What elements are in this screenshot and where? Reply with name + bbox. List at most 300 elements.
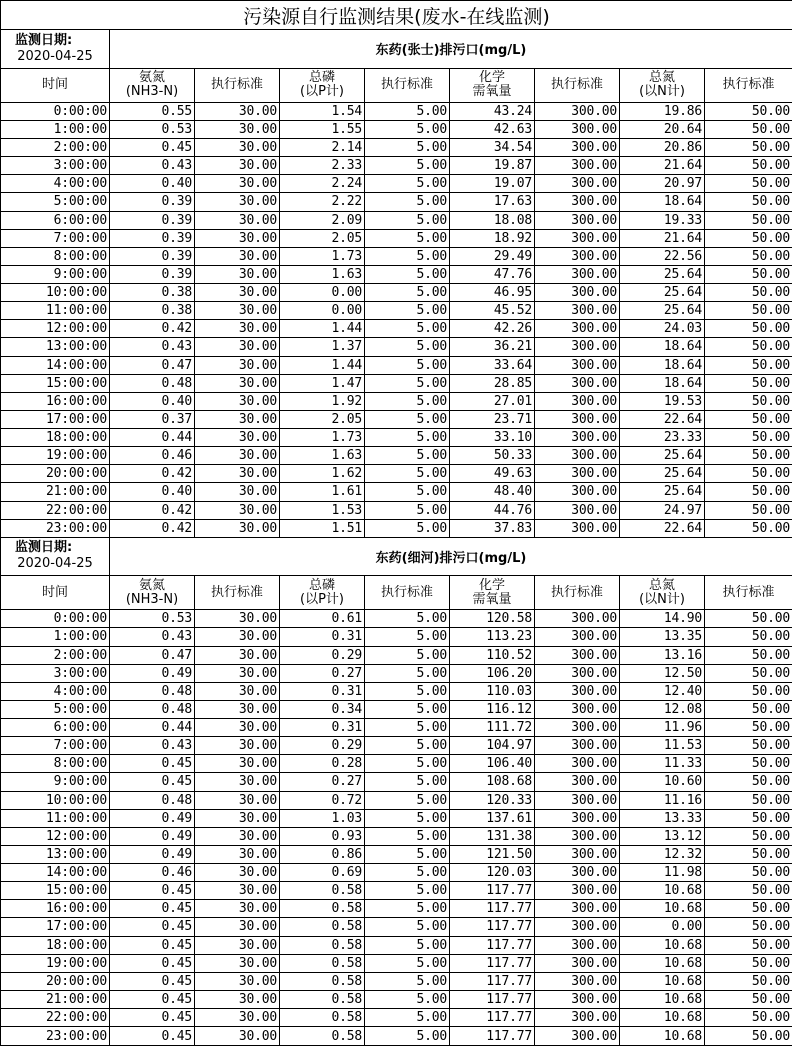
value-cell: 19.86 (620, 102, 705, 120)
value-cell: 30.00 (195, 519, 280, 537)
value-cell: 24.03 (620, 320, 705, 338)
time-cell: 16:00:00 (1, 900, 110, 918)
value-cell: 0.39 (110, 247, 195, 265)
value-cell: 5.00 (365, 501, 450, 519)
value-cell: 0.42 (110, 465, 195, 483)
value-cell: 21.64 (620, 229, 705, 247)
value-cell: 50.00 (705, 175, 792, 193)
value-cell: 300.00 (535, 827, 620, 845)
value-cell: 0.45 (110, 918, 195, 936)
value-cell: 0.48 (110, 791, 195, 809)
value-cell: 5.00 (365, 646, 450, 664)
table-row (1, 737, 792, 755)
value-cell: 10.68 (620, 936, 705, 954)
value-cell: 117.77 (450, 972, 535, 990)
value-cell: 30.00 (195, 338, 280, 356)
value-cell: 5.00 (365, 1009, 450, 1027)
value-cell: 1.51 (280, 519, 365, 537)
value-cell: 10.68 (620, 900, 705, 918)
phosphorus-header: 总磷 (以P计) (280, 68, 365, 102)
value-cell: 0.58 (280, 882, 365, 900)
time-cell: 12:00:00 (1, 320, 110, 338)
value-cell: 5.00 (365, 1027, 450, 1046)
value-cell: 50.00 (705, 284, 792, 302)
value-cell: 30.00 (195, 773, 280, 791)
value-cell: 50.00 (705, 664, 792, 682)
value-cell: 1.54 (280, 102, 365, 120)
value-cell: 50.00 (705, 429, 792, 447)
section-header-row (1, 537, 792, 575)
value-cell: 300.00 (535, 882, 620, 900)
table-row (1, 356, 792, 374)
value-cell: 0.38 (110, 284, 195, 302)
time-cell: 19:00:00 (1, 954, 110, 972)
table-row (1, 193, 792, 211)
time-cell: 1:00:00 (1, 120, 110, 138)
value-cell: 50.00 (705, 1009, 792, 1027)
value-cell: 30.00 (195, 646, 280, 664)
value-cell: 110.03 (450, 682, 535, 700)
table-row (1, 719, 792, 737)
value-cell: 5.00 (365, 320, 450, 338)
value-cell: 5.00 (365, 773, 450, 791)
value-cell: 0.45 (110, 139, 195, 157)
time-cell: 16:00:00 (1, 392, 110, 410)
value-cell: 50.00 (705, 102, 792, 120)
table-row (1, 501, 792, 519)
value-cell: 5.00 (365, 392, 450, 410)
table-row (1, 918, 792, 936)
value-cell: 300.00 (535, 845, 620, 863)
table-row (1, 900, 792, 918)
value-cell: 50.00 (705, 682, 792, 700)
value-cell: 30.00 (195, 284, 280, 302)
value-cell: 5.00 (365, 628, 450, 646)
value-cell: 14.90 (620, 610, 705, 628)
phosphorus-header: 总磷 (以P计) (280, 576, 365, 610)
value-cell: 0.43 (110, 157, 195, 175)
time-cell: 12:00:00 (1, 827, 110, 845)
time-cell: 3:00:00 (1, 664, 110, 682)
value-cell: 0.48 (110, 374, 195, 392)
value-cell: 0.53 (110, 610, 195, 628)
value-cell: 300.00 (535, 954, 620, 972)
value-cell: 45.52 (450, 302, 535, 320)
value-cell: 50.00 (705, 646, 792, 664)
time-cell: 9:00:00 (1, 265, 110, 283)
outlet-name: 东药(张士)排污口(mg/L) (110, 30, 792, 68)
value-cell: 30.00 (195, 1027, 280, 1046)
value-cell: 50.00 (705, 936, 792, 954)
value-cell: 106.20 (450, 664, 535, 682)
value-cell: 300.00 (535, 646, 620, 664)
value-cell: 0.69 (280, 864, 365, 882)
value-cell: 1.44 (280, 356, 365, 374)
value-cell: 0.31 (280, 682, 365, 700)
value-cell: 30.00 (195, 936, 280, 954)
time-cell: 18:00:00 (1, 429, 110, 447)
value-cell: 5.00 (365, 990, 450, 1008)
value-cell: 2.05 (280, 410, 365, 428)
value-cell: 0.00 (280, 284, 365, 302)
value-cell: 300.00 (535, 864, 620, 882)
value-cell: 1.47 (280, 374, 365, 392)
value-cell: 30.00 (195, 102, 280, 120)
value-cell: 23.71 (450, 410, 535, 428)
value-cell: 43.24 (450, 102, 535, 120)
value-cell: 117.77 (450, 918, 535, 936)
value-cell: 30.00 (195, 682, 280, 700)
value-cell: 0.58 (280, 936, 365, 954)
value-cell: 47.76 (450, 265, 535, 283)
value-cell: 0.49 (110, 827, 195, 845)
value-cell: 10.68 (620, 990, 705, 1008)
value-cell: 12.50 (620, 664, 705, 682)
value-cell: 5.00 (365, 211, 450, 229)
value-cell: 50.00 (705, 737, 792, 755)
time-cell: 20:00:00 (1, 972, 110, 990)
table-row (1, 700, 792, 718)
time-cell: 17:00:00 (1, 410, 110, 428)
standard-header: 执行标准 (195, 68, 280, 102)
value-cell: 113.23 (450, 628, 535, 646)
value-cell: 13.12 (620, 827, 705, 845)
value-cell: 30.00 (195, 1009, 280, 1027)
value-cell: 5.00 (365, 791, 450, 809)
table-row (1, 664, 792, 682)
value-cell: 50.00 (705, 519, 792, 537)
table-row (1, 610, 792, 628)
value-cell: 50.00 (705, 265, 792, 283)
table-row (1, 120, 792, 138)
value-cell: 50.00 (705, 392, 792, 410)
table-row (1, 392, 792, 410)
value-cell: 21.64 (620, 157, 705, 175)
time-cell: 18:00:00 (1, 936, 110, 954)
standard-header: 执行标准 (705, 576, 792, 610)
value-cell: 0.93 (280, 827, 365, 845)
value-cell: 0.38 (110, 302, 195, 320)
value-cell: 0.39 (110, 265, 195, 283)
value-cell: 300.00 (535, 755, 620, 773)
table-row (1, 320, 792, 338)
value-cell: 13.35 (620, 628, 705, 646)
value-cell: 300.00 (535, 791, 620, 809)
time-cell: 8:00:00 (1, 755, 110, 773)
value-cell: 0.43 (110, 737, 195, 755)
value-cell: 50.00 (705, 374, 792, 392)
value-cell: 117.77 (450, 990, 535, 1008)
value-cell: 104.97 (450, 737, 535, 755)
time-cell: 4:00:00 (1, 175, 110, 193)
value-cell: 0.49 (110, 809, 195, 827)
value-cell: 300.00 (535, 102, 620, 120)
table-row (1, 265, 792, 283)
value-cell: 300.00 (535, 429, 620, 447)
time-cell: 20:00:00 (1, 465, 110, 483)
value-cell: 30.00 (195, 845, 280, 863)
table-row (1, 755, 792, 773)
value-cell: 25.64 (620, 302, 705, 320)
value-cell: 0.47 (110, 356, 195, 374)
value-cell: 1.73 (280, 429, 365, 447)
value-cell: 5.00 (365, 265, 450, 283)
value-cell: 300.00 (535, 900, 620, 918)
value-cell: 5.00 (365, 882, 450, 900)
value-cell: 0.43 (110, 338, 195, 356)
value-cell: 300.00 (535, 936, 620, 954)
value-cell: 120.03 (450, 864, 535, 882)
value-cell: 5.00 (365, 139, 450, 157)
value-cell: 300.00 (535, 284, 620, 302)
value-cell: 11.96 (620, 719, 705, 737)
value-cell: 2.33 (280, 157, 365, 175)
column-header-row (1, 68, 792, 102)
table-row (1, 139, 792, 157)
value-cell: 117.77 (450, 936, 535, 954)
value-cell: 0.42 (110, 501, 195, 519)
value-cell: 30.00 (195, 465, 280, 483)
value-cell: 5.00 (365, 102, 450, 120)
value-cell: 5.00 (365, 356, 450, 374)
value-cell: 120.33 (450, 791, 535, 809)
value-cell: 36.21 (450, 338, 535, 356)
value-cell: 1.55 (280, 120, 365, 138)
value-cell: 0.42 (110, 320, 195, 338)
value-cell: 300.00 (535, 719, 620, 737)
value-cell: 23.33 (620, 429, 705, 447)
table-row (1, 682, 792, 700)
value-cell: 2.14 (280, 139, 365, 157)
time-cell: 7:00:00 (1, 229, 110, 247)
value-cell: 0.58 (280, 972, 365, 990)
value-cell: 300.00 (535, 610, 620, 628)
value-cell: 121.50 (450, 845, 535, 863)
value-cell: 19.07 (450, 175, 535, 193)
value-cell: 20.97 (620, 175, 705, 193)
value-cell: 34.54 (450, 139, 535, 157)
value-cell: 30.00 (195, 700, 280, 718)
time-cell: 21:00:00 (1, 483, 110, 501)
value-cell: 300.00 (535, 211, 620, 229)
value-cell: 5.00 (365, 845, 450, 863)
value-cell: 50.00 (705, 809, 792, 827)
value-cell: 0.40 (110, 175, 195, 193)
value-cell: 30.00 (195, 791, 280, 809)
time-header: 时间 (1, 576, 110, 610)
value-cell: 0.45 (110, 936, 195, 954)
value-cell: 131.38 (450, 827, 535, 845)
value-cell: 11.33 (620, 755, 705, 773)
value-cell: 18.64 (620, 193, 705, 211)
time-cell: 10:00:00 (1, 791, 110, 809)
value-cell: 33.10 (450, 429, 535, 447)
table-row (1, 465, 792, 483)
time-cell: 15:00:00 (1, 374, 110, 392)
value-cell: 5.00 (365, 737, 450, 755)
value-cell: 0.45 (110, 972, 195, 990)
value-cell: 22.56 (620, 247, 705, 265)
value-cell: 0.61 (280, 610, 365, 628)
value-cell: 12.40 (620, 682, 705, 700)
value-cell: 0.45 (110, 755, 195, 773)
value-cell: 30.00 (195, 809, 280, 827)
value-cell: 50.00 (705, 900, 792, 918)
table-row (1, 284, 792, 302)
value-cell: 0.45 (110, 1009, 195, 1027)
value-cell: 25.64 (620, 284, 705, 302)
value-cell: 30.00 (195, 410, 280, 428)
time-cell: 4:00:00 (1, 682, 110, 700)
value-cell: 2.05 (280, 229, 365, 247)
date-value: 2020-04-25 (17, 48, 93, 64)
value-cell: 0.31 (280, 628, 365, 646)
value-cell: 19.53 (620, 392, 705, 410)
value-cell: 108.68 (450, 773, 535, 791)
value-cell: 2.09 (280, 211, 365, 229)
value-cell: 30.00 (195, 864, 280, 882)
value-cell: 50.00 (705, 120, 792, 138)
value-cell: 30.00 (195, 664, 280, 682)
value-cell: 300.00 (535, 972, 620, 990)
value-cell: 0.58 (280, 954, 365, 972)
value-cell: 0.43 (110, 628, 195, 646)
value-cell: 0.39 (110, 211, 195, 229)
time-cell: 22:00:00 (1, 1009, 110, 1027)
standard-header: 执行标准 (195, 576, 280, 610)
value-cell: 0.00 (280, 302, 365, 320)
value-cell: 19.33 (620, 211, 705, 229)
value-cell: 12.08 (620, 700, 705, 718)
value-cell: 0.49 (110, 845, 195, 863)
value-cell: 30.00 (195, 193, 280, 211)
value-cell: 28.85 (450, 374, 535, 392)
value-cell: 30.00 (195, 483, 280, 501)
value-cell: 1.63 (280, 447, 365, 465)
value-cell: 2.24 (280, 175, 365, 193)
value-cell: 30.00 (195, 628, 280, 646)
value-cell: 0.45 (110, 954, 195, 972)
value-cell: 44.76 (450, 501, 535, 519)
value-cell: 1.63 (280, 265, 365, 283)
value-cell: 17.63 (450, 193, 535, 211)
value-cell: 50.00 (705, 211, 792, 229)
time-cell: 0:00:00 (1, 610, 110, 628)
cod-header: 化学 需氧量 (450, 68, 535, 102)
value-cell: 0.45 (110, 990, 195, 1008)
time-cell: 7:00:00 (1, 737, 110, 755)
time-cell: 6:00:00 (1, 211, 110, 229)
table-row (1, 429, 792, 447)
table-row (1, 447, 792, 465)
value-cell: 0.46 (110, 447, 195, 465)
value-cell: 0.45 (110, 900, 195, 918)
value-cell: 300.00 (535, 519, 620, 537)
value-cell: 0.58 (280, 990, 365, 1008)
table-row (1, 773, 792, 791)
value-cell: 50.00 (705, 229, 792, 247)
outlet-name: 东药(细河)排污口(mg/L) (110, 537, 792, 575)
value-cell: 116.12 (450, 700, 535, 718)
value-cell: 18.64 (620, 356, 705, 374)
value-cell: 5.00 (365, 175, 450, 193)
value-cell: 1.62 (280, 465, 365, 483)
value-cell: 300.00 (535, 302, 620, 320)
value-cell: 5.00 (365, 429, 450, 447)
time-cell: 23:00:00 (1, 519, 110, 537)
value-cell: 50.00 (705, 302, 792, 320)
value-cell: 5.00 (365, 700, 450, 718)
value-cell: 5.00 (365, 447, 450, 465)
time-cell: 5:00:00 (1, 700, 110, 718)
time-cell: 0:00:00 (1, 102, 110, 120)
value-cell: 10.68 (620, 882, 705, 900)
value-cell: 5.00 (365, 120, 450, 138)
value-cell: 12.32 (620, 845, 705, 863)
value-cell: 50.00 (705, 845, 792, 863)
value-cell: 30.00 (195, 229, 280, 247)
value-cell: 50.00 (705, 990, 792, 1008)
value-cell: 1.73 (280, 247, 365, 265)
time-cell: 13:00:00 (1, 338, 110, 356)
value-cell: 5.00 (365, 284, 450, 302)
value-cell: 300.00 (535, 193, 620, 211)
time-cell: 1:00:00 (1, 628, 110, 646)
table-row (1, 229, 792, 247)
value-cell: 50.00 (705, 338, 792, 356)
table-row (1, 954, 792, 972)
date-label: 监测日期: (15, 32, 73, 48)
value-cell: 300.00 (535, 374, 620, 392)
value-cell: 0.45 (110, 773, 195, 791)
value-cell: 0.40 (110, 392, 195, 410)
value-cell: 0.86 (280, 845, 365, 863)
value-cell: 11.98 (620, 864, 705, 882)
value-cell: 0.55 (110, 102, 195, 120)
value-cell: 0.28 (280, 755, 365, 773)
value-cell: 30.00 (195, 882, 280, 900)
value-cell: 300.00 (535, 338, 620, 356)
value-cell: 42.63 (450, 120, 535, 138)
value-cell: 0.58 (280, 1009, 365, 1027)
value-cell: 117.77 (450, 1009, 535, 1027)
value-cell: 20.64 (620, 120, 705, 138)
value-cell: 27.01 (450, 392, 535, 410)
table-row (1, 519, 792, 537)
value-cell: 1.44 (280, 320, 365, 338)
value-cell: 24.97 (620, 501, 705, 519)
value-cell: 50.00 (705, 628, 792, 646)
value-cell: 300.00 (535, 175, 620, 193)
value-cell: 0.34 (280, 700, 365, 718)
value-cell: 0.42 (110, 519, 195, 537)
time-cell: 14:00:00 (1, 864, 110, 882)
value-cell: 13.16 (620, 646, 705, 664)
value-cell: 0.48 (110, 700, 195, 718)
value-cell: 5.00 (365, 936, 450, 954)
value-cell: 33.64 (450, 356, 535, 374)
value-cell: 18.08 (450, 211, 535, 229)
table-row (1, 864, 792, 882)
time-cell: 11:00:00 (1, 809, 110, 827)
value-cell: 30.00 (195, 374, 280, 392)
value-cell: 22.64 (620, 519, 705, 537)
table-row (1, 972, 792, 990)
value-cell: 5.00 (365, 809, 450, 827)
value-cell: 300.00 (535, 465, 620, 483)
value-cell: 30.00 (195, 157, 280, 175)
value-cell: 300.00 (535, 392, 620, 410)
